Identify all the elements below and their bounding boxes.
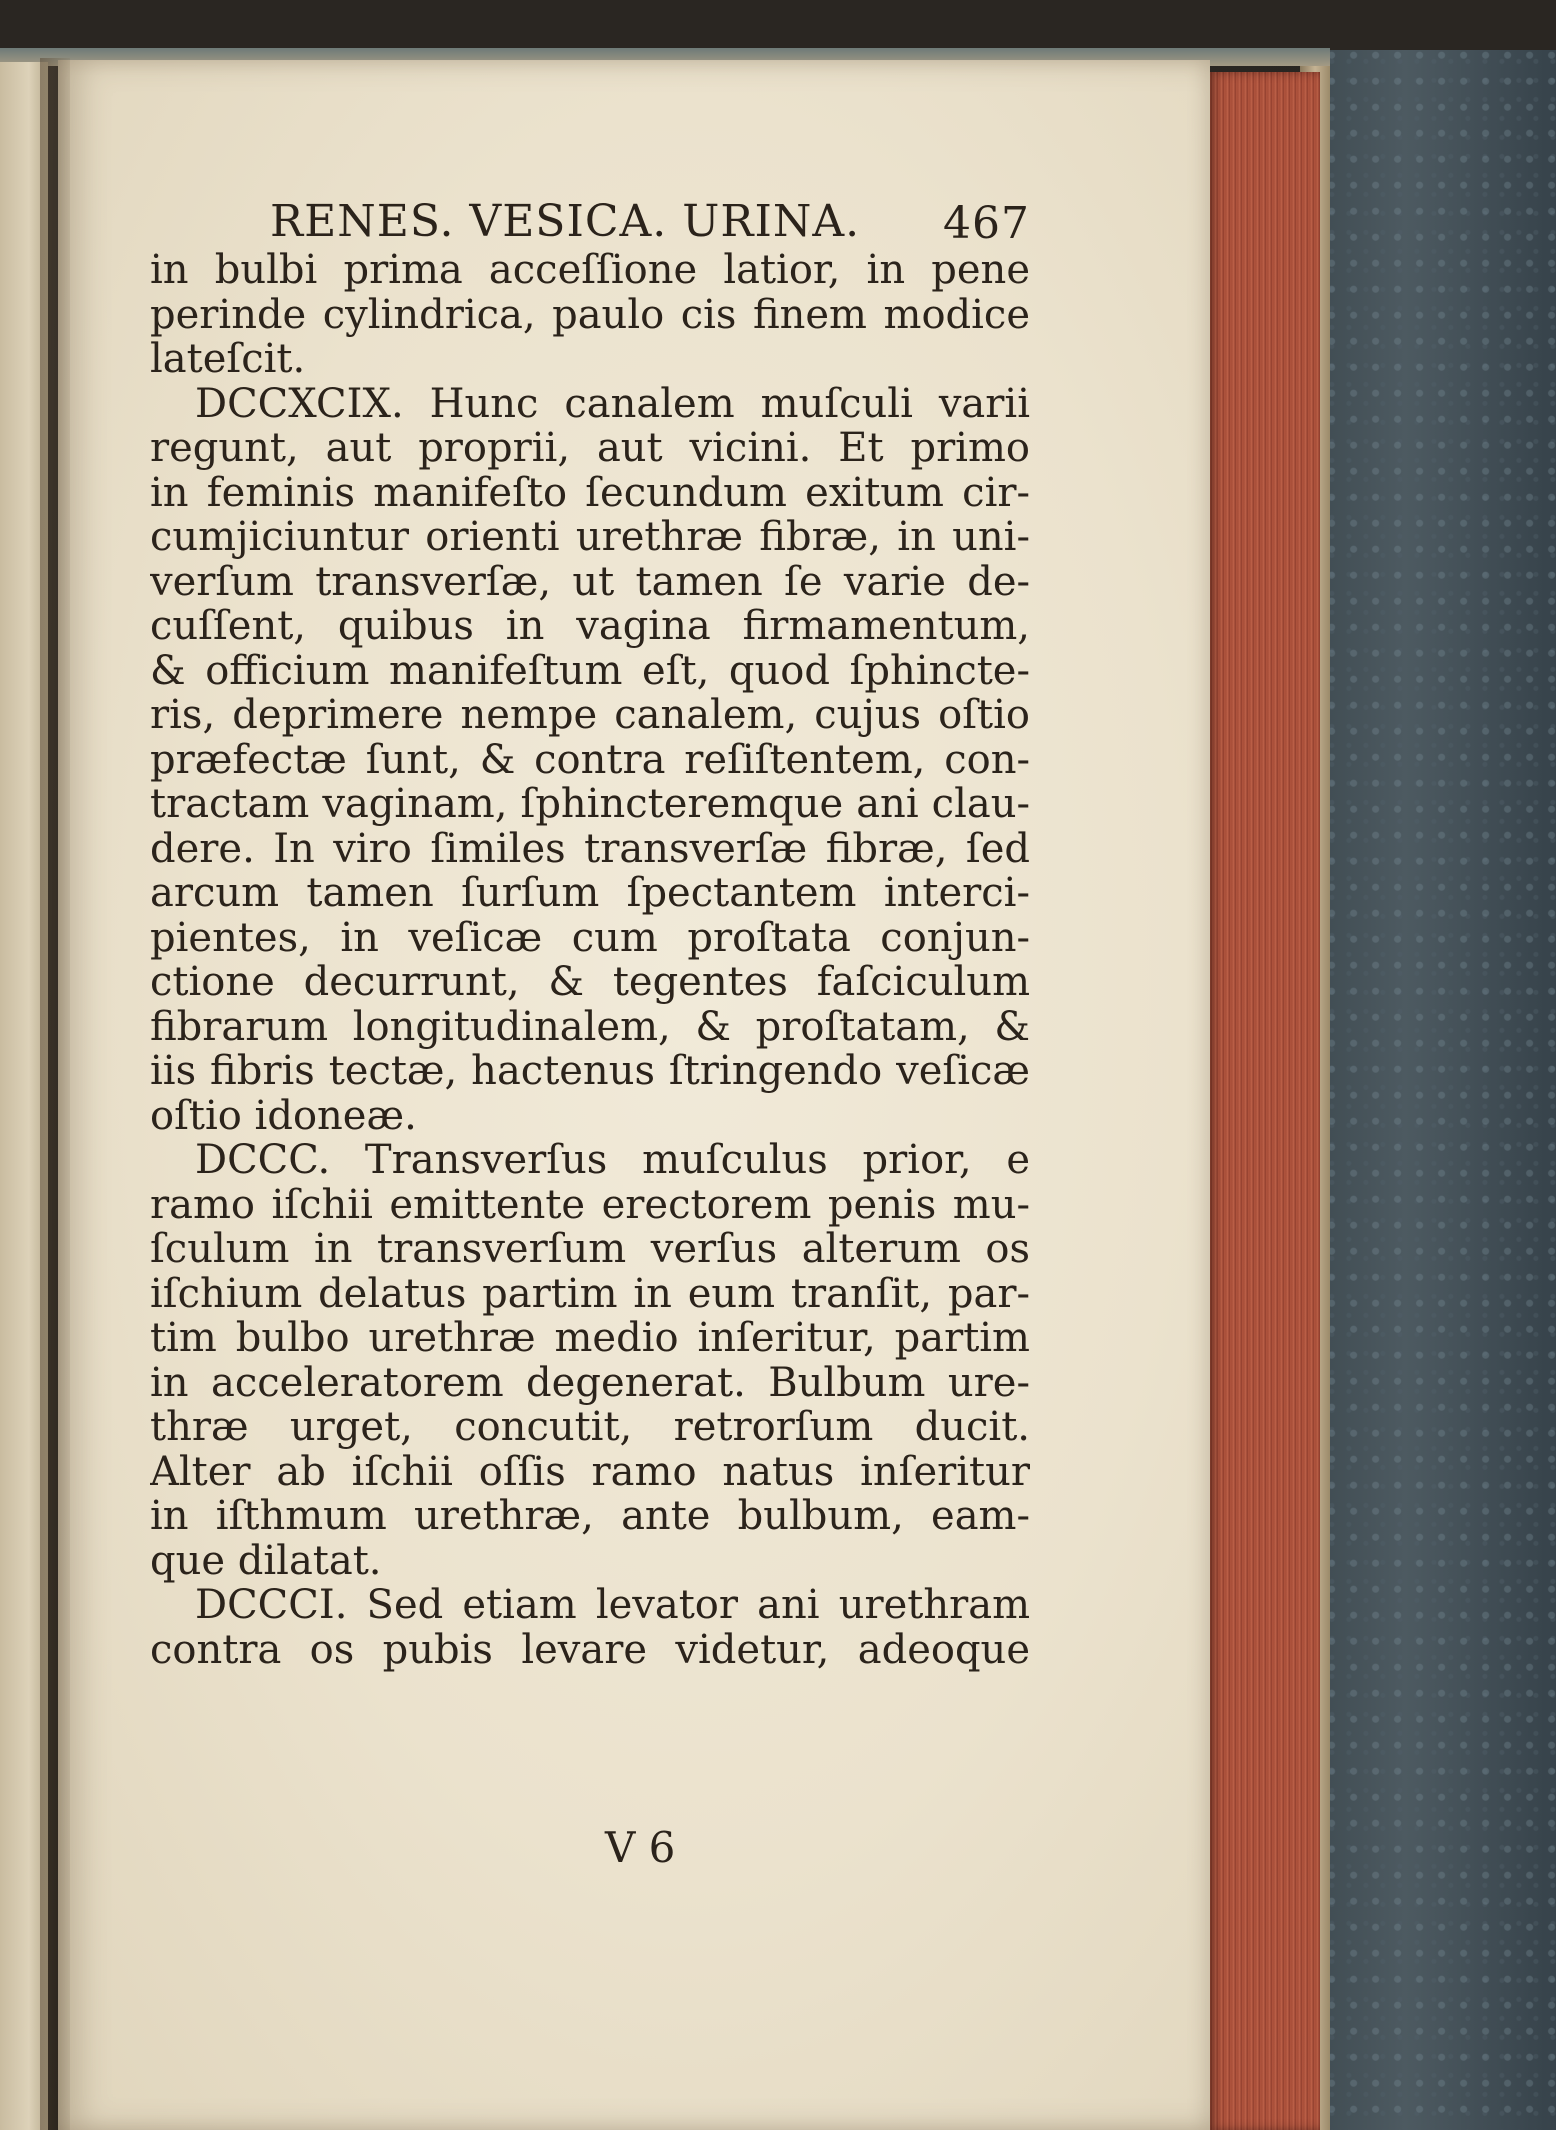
text-line: ſculum in transverſum verſus alterum os: [150, 1227, 1030, 1272]
text-line: DCCXCIX. Hunc canalem muſculi varii: [195, 381, 1030, 426]
text-line: in iſthmum urethræ, ante bulbum, eam-: [150, 1494, 1030, 1539]
text-line: regunt, aut proprii, aut vicini. Et primo: [150, 426, 1030, 471]
text-line: perinde cylindrica, paulo cis finem modice: [150, 292, 1030, 337]
text-line: & officium manifeſtum eſt, quod ſphincte-: [150, 648, 1030, 693]
text-line: Alter ab iſchii oſſis ramo natus inſeritur: [150, 1449, 1030, 1494]
text-line: fibrarum longitudinalem, & proſtatam, &: [150, 1004, 1030, 1049]
text-line: tim bulbo urethræ medio inſeritur, partim: [150, 1316, 1030, 1361]
text-line: iſchium delatus partim in eum tranſit, par-: [150, 1271, 1030, 1316]
page-gutter: [40, 58, 70, 2130]
text-line: DCCCI. Sed etiam levator ani urethram: [195, 1583, 1030, 1628]
text-line: cuſſent, quibus in vagina firmamentum,: [150, 604, 1030, 649]
text-line: lateſcit.: [150, 337, 306, 382]
text-line: contra os pubis levare videtur, adeoque: [150, 1627, 1030, 1672]
body-text: [150, 248, 1030, 1672]
page-number: 467: [943, 198, 1030, 249]
text-line: verſum transverſæ, ut tamen ſe varie de-: [150, 559, 1030, 604]
text-line: oſtio idoneæ.: [150, 1093, 417, 1138]
text-line: in acceleratorem degenerat. Bulbum ure-: [150, 1360, 1030, 1405]
text-line: ris, deprimere nempe canalem, cujus oſtio: [150, 693, 1030, 738]
text-line: pientes, in veſicæ cum proſtata conjun-: [150, 915, 1030, 960]
text-line: arcum tamen ſurſum ſpectantem interci-: [150, 871, 1030, 916]
marbled-cover: [1300, 50, 1556, 2130]
text-line: dere. In viro ſimiles transverſæ fibræ, ſed: [150, 826, 1030, 871]
text-line: thræ urget, concutit, retrorſum ducit.: [150, 1405, 1030, 1450]
text-line: tractam vaginam, ſphincteremque ani clau-: [150, 782, 1030, 827]
text-line: præfectæ ſunt, & contra reſiſtentem, con-: [150, 737, 1030, 782]
text-line: iis fibris tectæ, hactenus ſtringendo veſicæ: [150, 1049, 1030, 1094]
text-line: DCCC. Transverſus muſculus prior, e: [195, 1138, 1030, 1183]
signature-mark: V 6: [605, 1823, 676, 1872]
page-header: [150, 196, 1030, 249]
running-head: RENES. VESICA. URINA.: [270, 196, 861, 247]
red-page-edges: [1208, 72, 1320, 2130]
text-line: in bulbi prima acceſſione latior, in pene: [150, 248, 1030, 293]
page-text: [150, 196, 1030, 1672]
text-line: que dilatat.: [150, 1538, 382, 1583]
text-line: cumjiciuntur orienti urethræ fibræ, in uni-: [150, 515, 1030, 560]
text-line: ctione decurrunt, & tegentes faſciculum: [150, 960, 1030, 1005]
text-line: in feminis manifeſto ſecundum exitum cir-: [150, 470, 1030, 515]
text-line: ramo iſchii emittente erectorem penis mu-: [150, 1182, 1030, 1227]
